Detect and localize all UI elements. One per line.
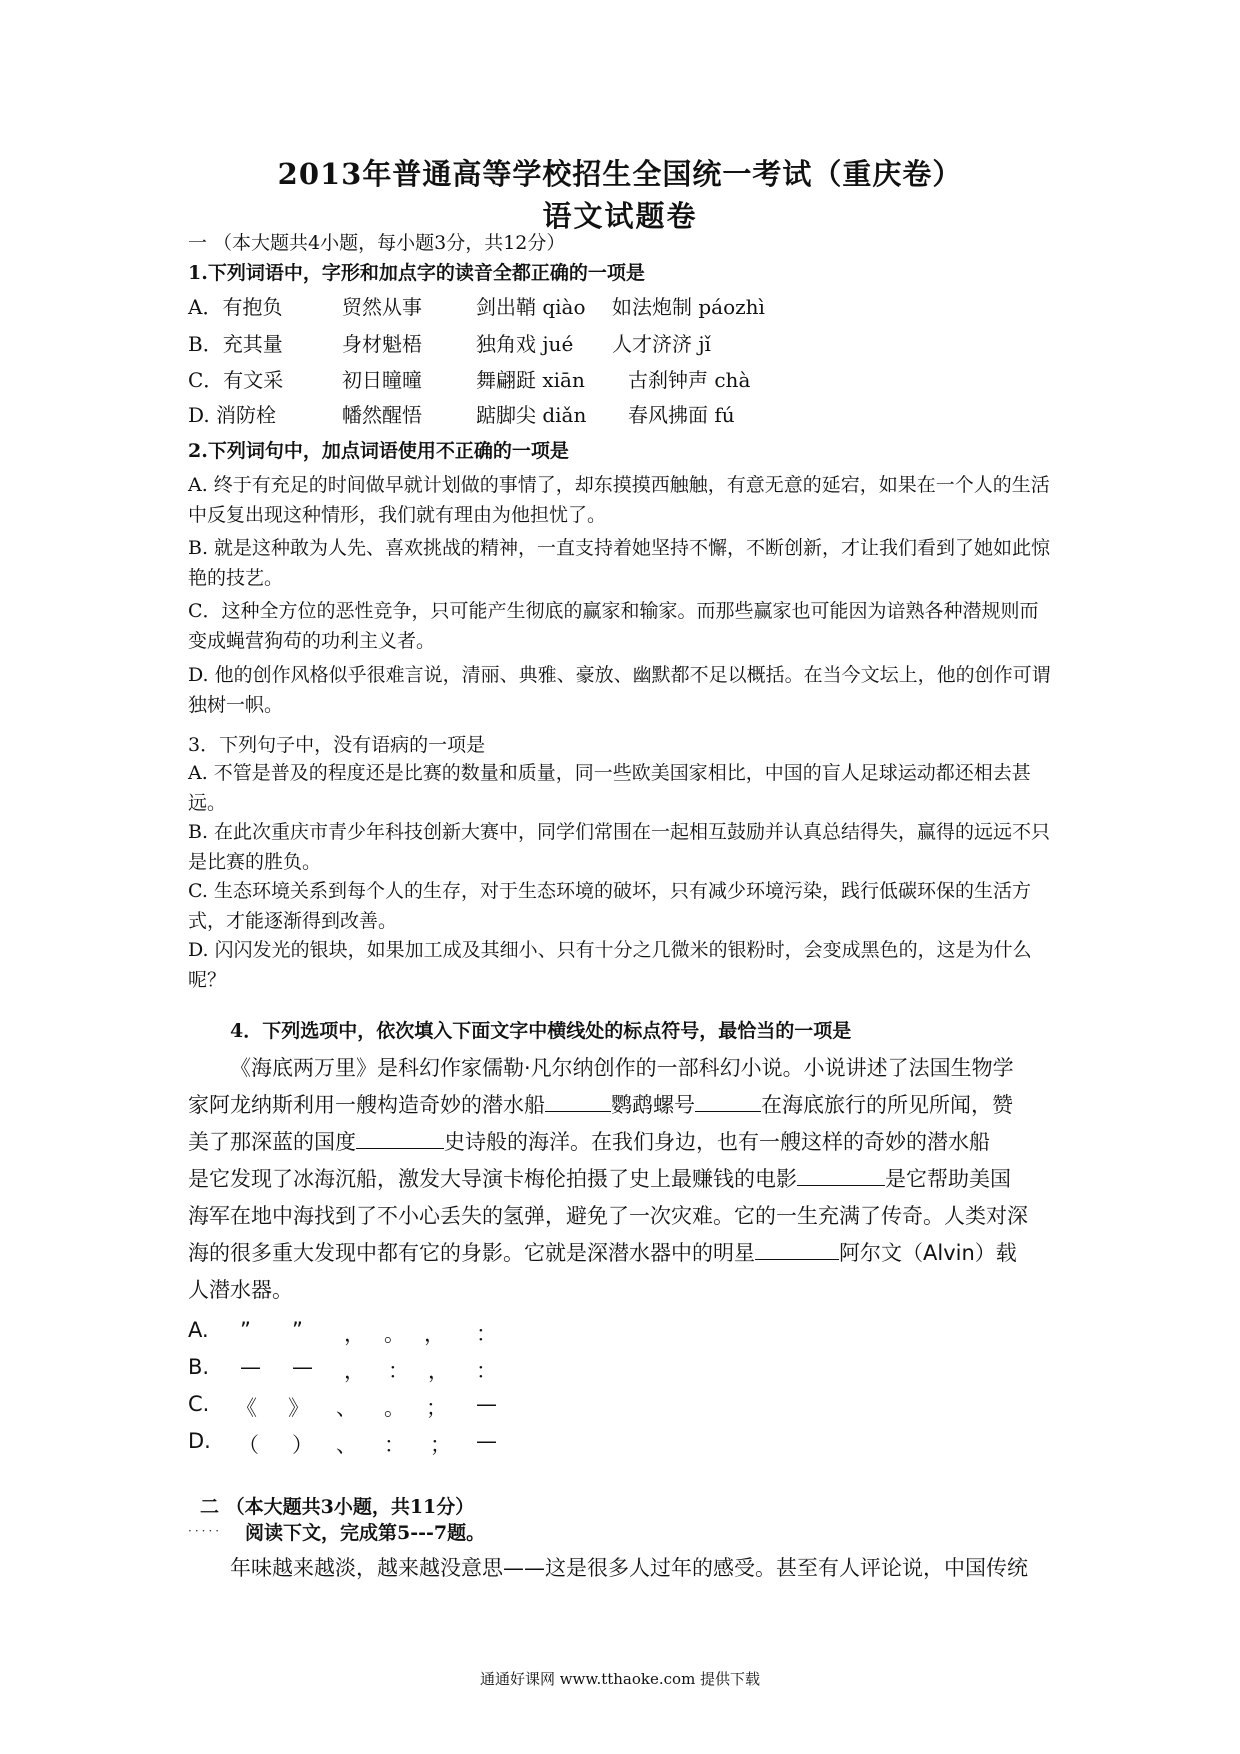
q2-stem: 2.下列词句中，加点词语使用不正确的一项是 <box>188 440 569 462</box>
q1-d-4: 春风拂面 fú <box>628 403 735 427</box>
passage-text: 家阿龙纳斯利用一艘构造奇妙的潜水船 <box>188 1093 545 1117</box>
q4-a-label: A. <box>188 1318 209 1342</box>
q4-passage-line <box>188 1235 1058 1272</box>
q4-d-label: D. <box>188 1429 211 1453</box>
q1-stem: 1.下列词语中，字形和加点字的读音全都正确的一项是 <box>188 262 645 284</box>
section-2-heading: 二 （本大题共3小题，共11分） <box>200 1496 475 1518</box>
q1-b-4: 人才济济 jǐ <box>612 332 711 356</box>
passage-text: 美了那深蓝的国度 <box>188 1130 356 1154</box>
answer-blank <box>797 1165 885 1186</box>
q3-stem: 3．下列句子中，没有语病的一项是 <box>188 734 486 756</box>
q4-passage-line: 《海底两万里》是科幻作家儒勒·凡尔纳创作的一部科幻小说。小说讲述了法国生物学 <box>230 1056 1014 1080</box>
q1-c-2: 初日瞳曈 <box>342 368 422 392</box>
q1-a-4: 如法炮制 páozhì <box>612 295 765 319</box>
q4-stem: 4．下列选项中，依次填入下面文字中横线处的标点符号，最恰当的一项是 <box>230 1020 852 1042</box>
q4-b-mark: — <box>292 1355 313 1379</box>
exam-subtitle: 语文试题卷 <box>542 199 698 233</box>
q4-c-mark: ； <box>426 1396 447 1420</box>
q4-b-mark: — <box>240 1355 261 1379</box>
q3-option-b: B. 在此次重庆市青少年科技创新大赛中，同学们常围在一起相互鼓励并认真总结得失，赢得的远远不只是比赛的胜负。 <box>188 821 1051 873</box>
passage-text: 阿尔文（Alvin）载 <box>839 1241 1017 1265</box>
q2-option-d: D. 他的创作风格似乎很难言说，清丽、典雅、豪放、幽默都不足以概括。在当今文坛上，他的创作可谓独树一帜。 <box>188 664 1051 716</box>
q4-b-mark: ： <box>388 1359 409 1383</box>
page-footer: 通通好课网 www.tthaoke.com 提供下载 <box>479 1670 761 1688</box>
q4-passage <box>188 1050 1058 1309</box>
q4-a-mark: ” <box>240 1318 251 1342</box>
q4-c-mark: 。 <box>384 1396 405 1420</box>
passage-text: 在海底旅行的所见所闻，赞 <box>761 1093 1013 1117</box>
q4-a-mark: ： <box>476 1322 497 1346</box>
q4-d-mark: （ <box>238 1433 259 1457</box>
q1-b-3: 独角戏 jué <box>476 332 574 356</box>
q1-b-1: B．充其量 <box>188 332 283 356</box>
q4-a-mark: ， <box>344 1322 365 1346</box>
q4-passage-line <box>188 1161 1058 1198</box>
exam-title: 2013年普通高等学校招生全国统一考试（重庆卷） <box>277 157 963 191</box>
q1-c-3: 舞翩跹 xiān <box>476 368 585 392</box>
q4-c-mark: 《 <box>236 1396 257 1420</box>
q2-option-b: B. 就是这种敢为人先、喜欢挑战的精神，一直支持着她坚持不懈，不断创新，才让我们看到了她如此惊艳的技艺。 <box>188 537 1051 589</box>
q1-a-1: A．有抱负 <box>188 295 283 319</box>
q1-a-3: 剑出鞘 qiào <box>476 295 586 319</box>
answer-blank <box>755 1239 839 1260</box>
q1-a-2: 贸然从事 <box>342 295 422 319</box>
q4-b-mark: ， <box>428 1359 449 1383</box>
q4-c-mark: 》 <box>288 1396 309 1420</box>
q4-c-mark: 、 <box>336 1396 357 1420</box>
q3-option-d: D. 闪闪发光的银块，如果加工成及其细小、只有十分之几微米的银粉时，会变成黑色的，这是为什么呢？ <box>188 939 1032 991</box>
q4-a-mark: 。 <box>384 1322 405 1346</box>
q4-d-mark: 、 <box>336 1433 357 1457</box>
section-1-heading: 一 （本大题共4小题，每小题3分，共12分） <box>188 232 566 254</box>
q4-a-mark: ， <box>424 1322 445 1346</box>
q4-d-mark: ： <box>384 1433 405 1457</box>
q2-option-c: C．这种全方位的恶性竞争，只可能产生彻底的赢家和输家。而那些赢家也可能因为谙熟各种潜规则而变成蝇营狗苟的功利主义者。 <box>188 600 1039 652</box>
answer-blank <box>695 1091 761 1112</box>
q3-option-a: A. 不管是普及的程度还是比赛的数量和质量，同一些欧美国家相比，中国的盲人足球运动都还相去甚远。 <box>188 762 1031 814</box>
q4-b-mark: ： <box>476 1359 497 1383</box>
q4-d-mark: — <box>476 1429 497 1453</box>
q1-d-3: 踮脚尖 diǎn <box>476 403 587 427</box>
q4-passage-line <box>188 1087 1058 1124</box>
answer-blank <box>545 1091 611 1112</box>
decorative-dots: ····· <box>188 1524 223 1538</box>
passage-text: 鹦鹉螺号 <box>611 1093 695 1117</box>
q4-b-label: B. <box>188 1355 210 1379</box>
q4-passage-line: 海军在地中海找到了不小心丢失的氢弹，避免了一次灾难。它的一生充满了传奇。人类对深 <box>188 1204 1028 1228</box>
q4-d-mark: ； <box>430 1433 451 1457</box>
q1-c-1: C．有文采 <box>188 368 284 392</box>
q2-option-a: A. 终于有充足的时间做早就计划做的事情了，却东摸摸西触触，有意无意的延宕，如果在一个人的生活中反复出现这种情形，我们就有理由为他担忧了。 <box>188 474 1050 526</box>
q1-c-4: 古刹钟声 chà <box>628 368 751 392</box>
q3-option-c: C. 生态环境关系到每个人的生存，对于生态环境的破坏，只有减少环境污染，践行低碳环保的生活方式，才能逐渐得到改善。 <box>188 880 1031 932</box>
section-2-instruction: 阅读下文，完成第5---7题。 <box>245 1522 486 1544</box>
q4-passage-line: 人潜水器。 <box>188 1278 293 1302</box>
passage-text: 史诗般的海洋。在我们身边，也有一艘这样的奇妙的潜水船 <box>444 1130 990 1154</box>
passage-text: 是它帮助美国 <box>885 1167 1011 1191</box>
q4-c-mark: — <box>476 1392 497 1416</box>
passage-text: 海的很多重大发现中都有它的身影。它就是深潜水器中的明星 <box>188 1241 755 1265</box>
q4-a-mark: ” <box>292 1318 303 1342</box>
passage-text: 是它发现了冰海沉船，激发大导演卡梅伦拍摄了史上最赚钱的电影 <box>188 1167 797 1191</box>
q4-b-mark: ， <box>344 1359 365 1383</box>
q4-c-label: C. <box>188 1392 210 1416</box>
q4-passage-line <box>188 1124 1058 1161</box>
q1-d-1: D. 消防栓 <box>188 403 277 427</box>
answer-blank <box>356 1128 444 1149</box>
q4-d-mark: ） <box>292 1433 313 1457</box>
q1-d-2: 幡然醒悟 <box>342 403 422 427</box>
q1-b-2: 身材魁梧 <box>342 332 422 356</box>
section-2-first-line: 年味越来越淡，越来越没意思——这是很多人过年的感受。甚至有人评论说，中国传统 <box>230 1556 1028 1580</box>
